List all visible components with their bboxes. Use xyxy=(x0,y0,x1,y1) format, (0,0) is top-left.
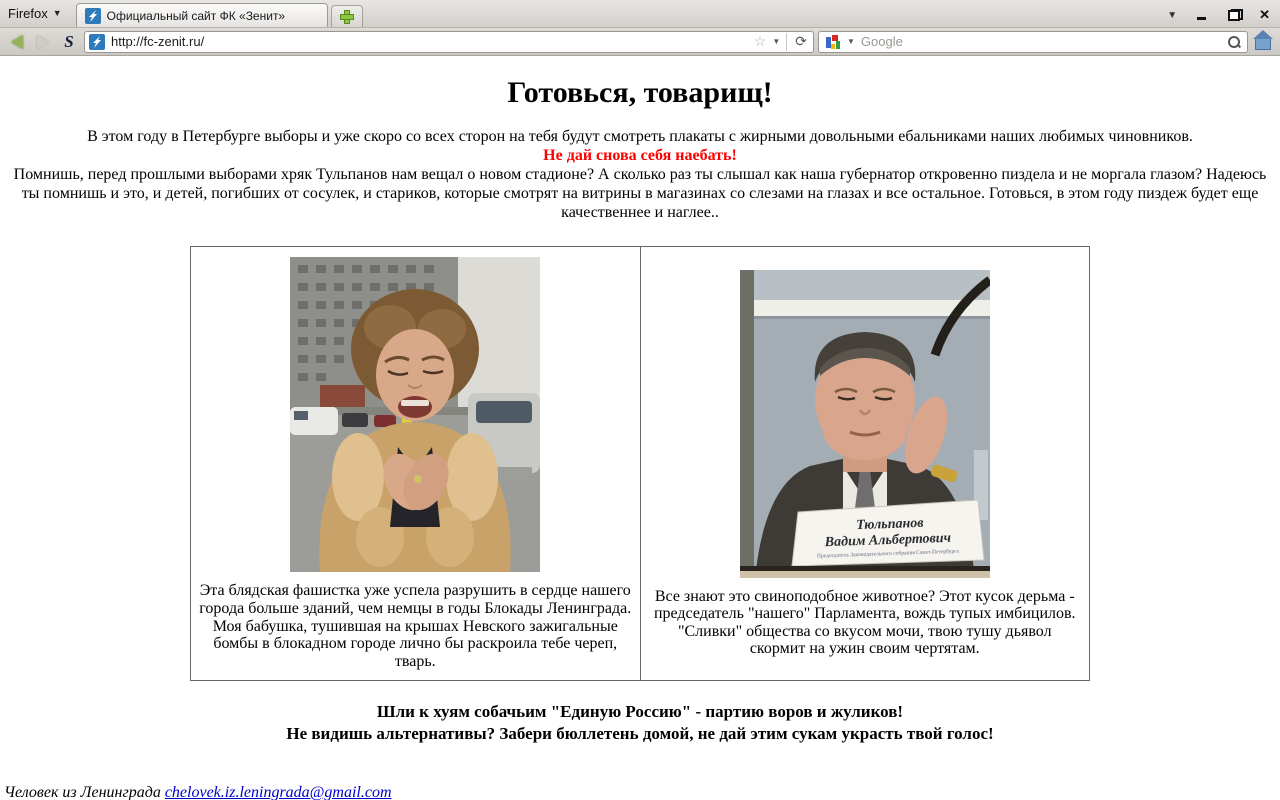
home-button[interactable] xyxy=(1252,32,1274,52)
restore-button[interactable] xyxy=(1227,9,1241,21)
matviyenko-photo xyxy=(290,257,540,572)
minimize-button[interactable] xyxy=(1195,9,1209,21)
outro-line1: Шли к хуям собачьим "Единую Россию" - партию воров и жуликов! xyxy=(376,702,904,722)
left-caption: Эта блядская фашистка уже успела разрушить в сердце нашего города больше зданий, чем немцы в годы Блокады Ленинграда. Моя бабушка, тушившая на крышах Невского зажигальные бомбы в блокадном городе лично бы раскроила тебе череп, тварь. xyxy=(199,582,632,670)
window-controls xyxy=(1167,9,1280,27)
page-title: Готовься, товарищ! xyxy=(507,76,773,109)
close-button[interactable]: ✕ xyxy=(1259,7,1270,22)
forward-button[interactable] xyxy=(32,32,54,52)
firefox-menu-button[interactable] xyxy=(0,0,72,27)
outro-block xyxy=(0,701,1280,744)
reload-icon[interactable]: ⟳ xyxy=(795,33,807,49)
browser-tab[interactable] xyxy=(76,3,328,27)
back-arrow-icon xyxy=(11,35,23,49)
second-paragraph: Помнишь, перед прошлыми выборами хряк Тульпанов нам вещал о новом стадионе? А сколько раз ты слышал как наша губернатор откровенно пиздела и не моргала глазом? Надеюсь ты помнишь и это, и детей, погибших от сосулек, и стариков, которые смотрят на витрины в магазинах со слезами на глазах и все остальное. Готовься, в этом году пиздеж будет еще качественнее и наглее.. xyxy=(13,165,1267,221)
window-menu-caret-icon[interactable]: ▼ xyxy=(1167,9,1178,21)
plus-icon xyxy=(340,10,354,24)
nameplate-name: Вадим Альбертович xyxy=(824,530,951,550)
new-tab-button[interactable] xyxy=(331,5,363,27)
footer-signature: Человек из Ленинграда xyxy=(4,783,161,800)
url-bar[interactable] xyxy=(84,31,814,53)
title-tab-bar xyxy=(0,0,1280,28)
intro-block xyxy=(0,128,1280,222)
bookmark-star-icon[interactable]: ☆ xyxy=(753,33,767,49)
intro-paragraph: В этом году в Петербурге выборы и уже скоро со всех сторон на тебя будут смотреть плакаты с жирными довольными ебальниками наших любимых чиновников. xyxy=(87,128,1193,145)
outro-line2: Не видишь альтернативы? Забери бюллетень домой, не дай этим сукам украсть твой голос! xyxy=(286,723,994,743)
nameplate-position: Председатель Законодательного собрания Санкт-Петербурга xyxy=(816,548,959,560)
tyulpanov-photo xyxy=(740,270,990,578)
warning-line: Не дай снова себя наебать! xyxy=(543,146,737,164)
browser-chrome xyxy=(0,0,1280,56)
right-caption: Все знают это свиноподобное животное? Этот кусок дерьма - председатель "нашего" Парламента, вождь тупых имбицилов. "Сливки" общества со вкусом мочи, твою тушу дьявол скормит на ужин своим чертятам. xyxy=(653,587,1076,658)
firefox-menu-label: Firefox xyxy=(8,5,48,21)
page-content xyxy=(0,56,1280,799)
tab-title: Официальный сайт ФК «Зенит» xyxy=(106,8,286,23)
navigation-toolbar xyxy=(0,28,1280,56)
search-engine-dropdown-icon[interactable]: ▼ xyxy=(847,37,855,46)
url-separator xyxy=(786,33,787,51)
right-cell xyxy=(640,247,1090,681)
chevron-down-icon: ▼ xyxy=(52,8,62,18)
forward-arrow-icon xyxy=(37,35,49,49)
zenit-favicon-icon xyxy=(85,8,101,24)
search-box[interactable] xyxy=(818,31,1248,53)
url-dropdown-icon[interactable]: ▼ xyxy=(772,37,781,46)
back-button[interactable] xyxy=(6,32,28,52)
left-cell xyxy=(191,247,641,681)
search-input[interactable]: Google xyxy=(860,34,903,49)
photo-table xyxy=(190,246,1090,681)
google-icon xyxy=(825,34,841,50)
s-extension-button[interactable]: S xyxy=(64,31,74,51)
search-icon[interactable] xyxy=(1227,35,1241,49)
zenit-favicon-icon xyxy=(89,34,105,50)
nameplate-surname: Тюльпанов xyxy=(855,515,924,533)
footer-email-link[interactable]: chelovek.iz.leningrada@gmail.com xyxy=(164,783,392,800)
url-text[interactable]: http://fc-zenit.ru/ xyxy=(111,34,205,49)
footer xyxy=(4,784,1280,800)
home-icon xyxy=(1255,38,1271,50)
